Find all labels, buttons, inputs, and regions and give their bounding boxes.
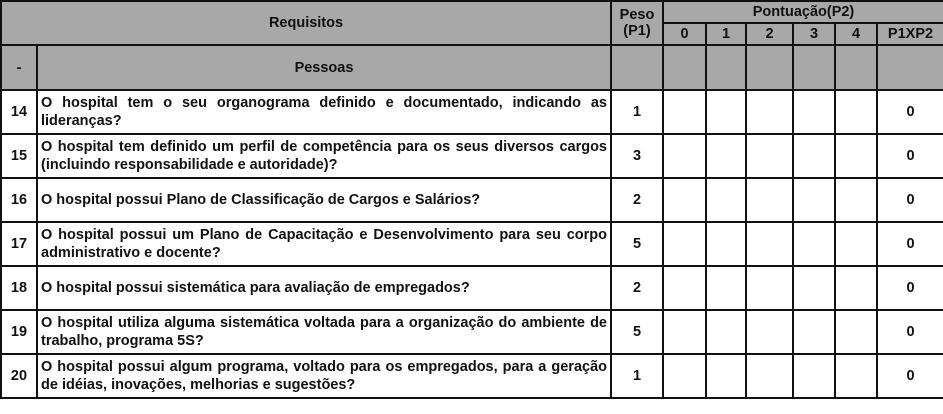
- peso-value: 2: [611, 266, 663, 310]
- peso-value: 5: [611, 310, 663, 354]
- table-row: [1, 310, 943, 354]
- score-cell-3[interactable]: [793, 134, 835, 178]
- score-cell-1[interactable]: [706, 266, 746, 310]
- score-cell-0[interactable]: [663, 310, 706, 354]
- score-cell-2[interactable]: [746, 266, 793, 310]
- score-col-3: 3: [793, 23, 835, 45]
- row-number: 19: [1, 310, 37, 354]
- row-number: 17: [1, 222, 37, 266]
- score-col-0: 0: [663, 23, 706, 45]
- score-cell-1[interactable]: [706, 310, 746, 354]
- score-cell-2[interactable]: [746, 134, 793, 178]
- table-row: [1, 90, 943, 134]
- score-cell-2[interactable]: [746, 222, 793, 266]
- score-cell-3[interactable]: [793, 310, 835, 354]
- requisitos-header: Requisitos: [1, 1, 611, 45]
- requirement-text: O hospital tem definido um perfil de competência para os seus diversos cargos (incluindo responsabilidade e autoridade)?: [37, 134, 611, 178]
- score-cell-4[interactable]: [835, 178, 877, 222]
- peso-value: 3: [611, 134, 663, 178]
- score-cell-1[interactable]: [706, 354, 746, 398]
- pontuacao-header: Pontuação(P2): [663, 1, 943, 23]
- score-cell-3[interactable]: [793, 354, 835, 398]
- score-cell-3[interactable]: [793, 222, 835, 266]
- row-number: 16: [1, 178, 37, 222]
- requirement-text: O hospital utiliza alguma sistemática voltada para a organização do ambiente de trabalho, programa 5S?: [37, 310, 611, 354]
- score-cell-0[interactable]: [663, 178, 706, 222]
- row-number: 20: [1, 354, 37, 398]
- score-cell-3[interactable]: [793, 266, 835, 310]
- score-cell-1[interactable]: [706, 222, 746, 266]
- row-number: 14: [1, 90, 37, 134]
- score-cell-3[interactable]: [793, 178, 835, 222]
- score-cell-1[interactable]: [706, 90, 746, 134]
- product-value: 0: [877, 310, 943, 354]
- score-cell-4[interactable]: [835, 354, 877, 398]
- requirement-text: O hospital possui um Plano de Capacitação e Desenvolvimento para seu corpo administrativo e docente?: [37, 222, 611, 266]
- score-cell-4[interactable]: [835, 222, 877, 266]
- requirement-text: O hospital possui algum programa, voltado para os empregados, para a geração de idéias, inovações, melhorias e sugestões?: [37, 354, 611, 398]
- table-row: [1, 134, 943, 178]
- table-row: [1, 266, 943, 310]
- section-row: [1, 45, 943, 90]
- score-cell-4[interactable]: [835, 310, 877, 354]
- score-col-4: 4: [835, 23, 877, 45]
- score-cell-0[interactable]: [663, 222, 706, 266]
- section-number: -: [1, 45, 37, 90]
- score-cell-0[interactable]: [663, 354, 706, 398]
- section-title: Pessoas: [37, 45, 611, 90]
- score-cell-0[interactable]: [663, 134, 706, 178]
- product-value: 0: [877, 266, 943, 310]
- table-row: [1, 222, 943, 266]
- product-value: 0: [877, 90, 943, 134]
- product-col: P1XP2: [877, 23, 943, 45]
- requirement-text: O hospital possui Plano de Classificação de Cargos e Salários?: [37, 178, 611, 222]
- score-cell-0[interactable]: [663, 90, 706, 134]
- table-row: [1, 178, 943, 222]
- score-cell-0[interactable]: [663, 266, 706, 310]
- product-value: 0: [877, 222, 943, 266]
- score-cell-2[interactable]: [746, 310, 793, 354]
- score-cell-4[interactable]: [835, 90, 877, 134]
- score-cell-2[interactable]: [746, 178, 793, 222]
- score-cell-4[interactable]: [835, 266, 877, 310]
- score-cell-4[interactable]: [835, 134, 877, 178]
- row-number: 18: [1, 266, 37, 310]
- row-number: 15: [1, 134, 37, 178]
- product-value: 0: [877, 178, 943, 222]
- requirement-text: O hospital possui sistemática para avaliação de empregados?: [37, 266, 611, 310]
- requirement-text: O hospital tem o seu organograma definido e documentado, indicando as lideranças?: [37, 90, 611, 134]
- score-cell-1[interactable]: [706, 134, 746, 178]
- score-col-2: 2: [746, 23, 793, 45]
- score-cell-1[interactable]: [706, 178, 746, 222]
- peso-value: 2: [611, 178, 663, 222]
- product-value: 0: [877, 134, 943, 178]
- score-cell-2[interactable]: [746, 354, 793, 398]
- score-cell-3[interactable]: [793, 90, 835, 134]
- score-col-1: 1: [706, 23, 746, 45]
- peso-value: 1: [611, 90, 663, 134]
- table-row: [1, 354, 943, 398]
- score-cell-2[interactable]: [746, 90, 793, 134]
- peso-header: Peso (P1): [611, 1, 663, 45]
- peso-value: 1: [611, 354, 663, 398]
- product-value: 0: [877, 354, 943, 398]
- peso-value: 5: [611, 222, 663, 266]
